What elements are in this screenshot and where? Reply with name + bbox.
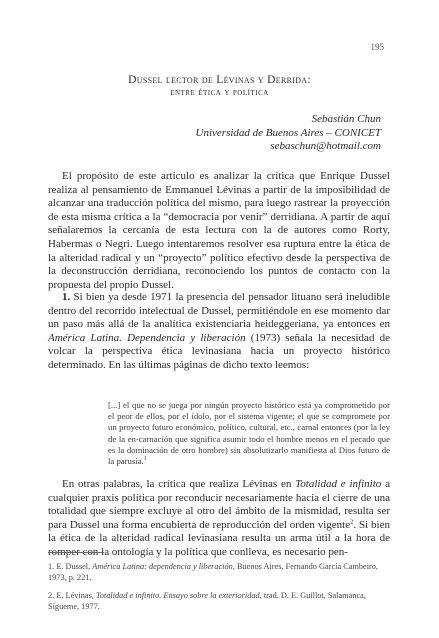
footnote-divider: [48, 552, 104, 553]
footnote-1-title: América Latina: dependencia y liberación: [92, 562, 233, 571]
book-title-totalidad: Totalidad e infinito: [295, 478, 382, 490]
quote-text: [...] el que no se juega por ningún proyecto histórico está ya comprometido por el peor de ellos, por el ídolo, por el sistema vigente; el que se compromete por un proyecto futuro económico, político, cultural, etc., carnal entonces (por la ley de la en-carnación que significa asumir todo el hombre menos en el pecado que es la dominación de otro hombre) sin absolutizarlo manifiesta al Dios futuro de la parusía.: [108, 400, 390, 467]
title-line-1: Dussel lector de Lévinas y Derrida:: [128, 74, 311, 86]
paragraph-3: [48, 478, 390, 560]
section-1-text-a: Si bien ya desde 1971 la presencia del pensador lituano será ineludible dentro del recorrido intelectual de Dussel, permitiéndole en ese momento dar un paso más allá de la analítica existenciaria heideggeriana, ya entonces en: [48, 291, 390, 331]
footnote-2-author: E. Lévinas,: [56, 591, 94, 600]
paragraph-3-text-b: a cualquier praxis política por reconducir necesariamente hacia el cierre de una totalidad que siempre excluye al otro del ámbito de la mismidad, resulta ser para Dussel una forma encubierta de reproducción del orden vigente: [48, 478, 391, 531]
abstract-text: El propósito de este artículo es analizar la crítica que Enrique Dussel realiza al pensamiento de Emmanuel Lévinas a partir de la imposibilidad de alcanzar una traducción política del mismo, para luego rastrear la proyección de esta misma crítica a la “democracia por venir” derridiana. A partir de aquí señalaremos la cercanía de esta lectura con la de autores como Rorty, Habermas o Negri. Luego intentaremos resolver esa ruptura entre la ética de la alteridad radical y un “proyecto” político efectivo desde la perspectiva de la deconstrucción derridiana, reconociendo los puntos de contacto con la propuesta del propio Dussel.: [48, 170, 390, 291]
author-block: [196, 113, 381, 154]
author-name: Sebastián Chun: [311, 113, 381, 125]
article-title: [0, 74, 439, 99]
footnote-ref-2[interactable]: 2: [350, 518, 354, 526]
footnote-2-rest: , trad. D. E. Guillot, Salamanca, Sígueme, 1977.: [48, 591, 366, 611]
footnote-1-rest: , Buenos Aires, Fernando García Cambeiro, 1973, p. 221.: [48, 562, 379, 582]
paragraph-3-text-a: En otras palabras, la crítica que realiza Lévinas en: [62, 478, 292, 490]
author-affiliation: Universidad de Buenos Aires – CONICET: [195, 126, 381, 139]
footnote-1-number: 1.: [48, 562, 55, 571]
section-number: 1.: [62, 291, 71, 303]
title-line-2: entre ética y política: [170, 87, 269, 98]
book-title-america-latina: América Latina. Dependencia y liberación: [48, 331, 246, 344]
footnote-2-number: 2.: [48, 591, 55, 600]
footnote-ref-1[interactable]: 1: [143, 455, 147, 463]
paragraph-3-text-c: . Si bien la ética de la alteridad radical levinasiana resulta un arma útil a la hora de romper con la ontología y la política que conlleva, es necesario pen-: [48, 518, 390, 558]
section-1-paragraph: [48, 291, 390, 373]
author-email: sebaschun@hotmail.com: [270, 140, 381, 152]
footnote-1-author: E. Dussel,: [56, 562, 91, 571]
abstract: [48, 170, 390, 292]
page-number: 195: [370, 42, 384, 52]
section-1-text-b: (1973) señala la necesidad de volcar la perspectiva ética levinasiana hacia un proyecto histórico determinado. En las últimas páginas de dicho texto leemos:: [48, 331, 391, 371]
footnote-2: [48, 590, 390, 612]
block-quote: [108, 400, 390, 467]
footnote-2-title: Totalidad e infinito. Ensayo sobre la exterioridad: [95, 591, 260, 600]
footnote-1: [48, 561, 390, 583]
